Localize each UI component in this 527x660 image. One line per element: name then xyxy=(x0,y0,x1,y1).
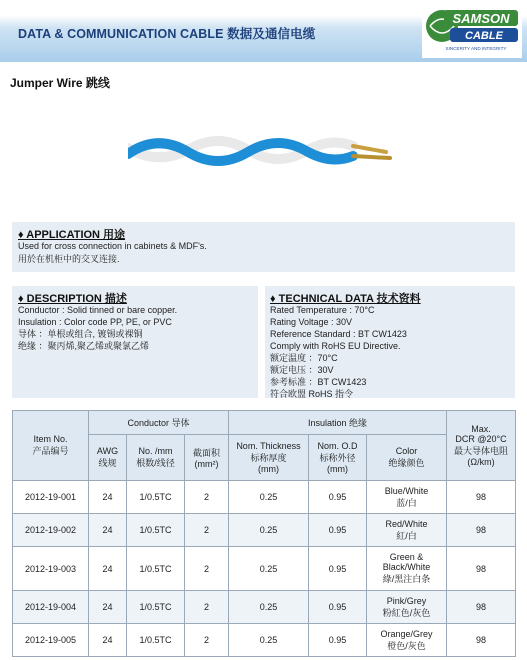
technical-line-4: Comply with RoHS EU Directive. xyxy=(270,341,401,351)
description-line-4: 绝缘 ：聚丙烯,聚乙烯或聚氯乙烯 xyxy=(18,341,150,351)
cell-thickness: 0.25 xyxy=(229,591,309,624)
spec-table xyxy=(12,410,516,657)
col-no-mm xyxy=(127,435,185,481)
col-group-conductor: Conductor 导体 xyxy=(89,411,229,435)
technical-line-1: Rated Temperature : 70°C xyxy=(270,305,375,315)
description-line-3: 导体 ：单根或组合, 镀锡或裸铜 xyxy=(18,329,143,339)
technical-line-5: 额定温度 ：70°C xyxy=(270,353,338,363)
cell-od: 0.95 xyxy=(309,591,367,624)
table-row xyxy=(13,591,516,624)
cell-area: 2 xyxy=(185,514,229,547)
table-row xyxy=(13,481,516,514)
technical-line-7: 参考标准 ：BT CW1423 xyxy=(270,377,367,387)
col-dcr-line-2: DCR @20°C xyxy=(455,434,507,444)
technical-line-3: Reference Standard : BT CW1423 xyxy=(270,329,407,339)
technical-title: ♦ TECHNICAL DATA 技术资料 xyxy=(270,293,421,305)
cell-dcr: 98 xyxy=(447,624,516,657)
application-title: ♦ APPLICATION 用途 xyxy=(18,229,126,241)
cell-area: 2 xyxy=(185,591,229,624)
technical-line-6: 额定电压 ：30V xyxy=(270,365,334,375)
cell-thickness: 0.25 xyxy=(229,481,309,514)
cell-color xyxy=(367,591,447,624)
col-group-insulation: Insulation 绝缘 xyxy=(229,411,447,435)
cell-no-mm: 1/0.5TC xyxy=(127,547,185,591)
description-line-1: Conductor : Solid tinned or bare copper. xyxy=(18,305,178,315)
col-nom-od-cn: 标称外径 xyxy=(319,453,356,463)
cell-color-cn: 粉紅色/灰色 xyxy=(382,607,431,618)
cell-color-en: Green & Black/White xyxy=(382,552,431,572)
cell-color-cn: 蓝/白 xyxy=(396,497,417,508)
cell-color xyxy=(367,514,447,547)
cell-awg: 24 xyxy=(89,591,127,624)
col-item-no xyxy=(13,411,89,481)
cell-area: 2 xyxy=(185,481,229,514)
cell-color-en: Red/White xyxy=(385,518,428,529)
header-band xyxy=(0,0,527,62)
col-nom-od xyxy=(309,435,367,481)
cell-thickness: 0.25 xyxy=(229,547,309,591)
cell-dcr: 98 xyxy=(447,481,516,514)
col-awg xyxy=(89,435,127,481)
col-nom-thickness-label: Nom. Thickness xyxy=(236,441,301,451)
cell-color-en: Blue/White xyxy=(384,485,429,496)
col-area-unit: (mm²) xyxy=(194,459,219,469)
cell-color-cn: 紅/白 xyxy=(396,530,417,541)
application-line-1: Used for cross connection in cabinets & MDF's. xyxy=(18,241,207,251)
logo-text-top: SAMSON xyxy=(452,11,510,26)
cell-awg: 24 xyxy=(89,514,127,547)
application-line-2: 用於在机柜中的交叉连接. xyxy=(18,254,120,264)
cell-awg: 24 xyxy=(89,547,127,591)
header-title: DATA & COMMUNICATION CABLE 数据及通信电缆 xyxy=(18,27,316,41)
col-no-mm-cn: 根数/线径 xyxy=(136,458,175,468)
cell-od: 0.95 xyxy=(309,481,367,514)
cell-thickness: 0.25 xyxy=(229,514,309,547)
table-row xyxy=(13,624,516,657)
col-area xyxy=(185,435,229,481)
cell-item: 2012-19-002 xyxy=(13,514,89,547)
cell-area: 2 xyxy=(185,624,229,657)
cell-item: 2012-19-005 xyxy=(13,624,89,657)
cell-thickness: 0.25 xyxy=(229,624,309,657)
table-row xyxy=(13,547,516,591)
cell-od: 0.95 xyxy=(309,514,367,547)
cell-color xyxy=(367,624,447,657)
description-line-2: Insulation : Color code PP, PE, or PVC xyxy=(18,317,172,327)
col-nom-thickness-unit: (mm) xyxy=(258,464,279,474)
cell-no-mm: 1/0.5TC xyxy=(127,481,185,514)
cell-no-mm: 1/0.5TC xyxy=(127,591,185,624)
cell-item: 2012-19-004 xyxy=(13,591,89,624)
col-color xyxy=(367,435,447,481)
product-title: Jumper Wire 跳线 xyxy=(10,76,110,90)
cell-awg: 24 xyxy=(89,481,127,514)
cell-area: 2 xyxy=(185,547,229,591)
col-nom-thickness-cn: 标称厚度 xyxy=(250,453,287,463)
cell-od: 0.95 xyxy=(309,624,367,657)
col-awg-label: AWG xyxy=(96,446,119,456)
cell-item: 2012-19-001 xyxy=(13,481,89,514)
col-nom-od-unit: (mm) xyxy=(327,464,348,474)
col-nom-thickness xyxy=(229,435,309,481)
col-dcr-line-3: 最大导体电阻 xyxy=(453,446,508,456)
col-area-label: 截面积 xyxy=(192,448,220,458)
cell-no-mm: 1/0.5TC xyxy=(127,624,185,657)
col-item-no-label: Item No. xyxy=(33,434,68,444)
cell-color-en: Orange/Grey xyxy=(380,628,433,639)
cell-no-mm: 1/0.5TC xyxy=(127,514,185,547)
description-title: ♦ DESCRIPTION 描述 xyxy=(18,293,127,305)
cell-od: 0.95 xyxy=(309,547,367,591)
technical-line-2: Rating Voltage : 30V xyxy=(270,317,353,327)
col-awg-cn: 线规 xyxy=(98,458,117,468)
col-color-label: Color xyxy=(395,446,418,456)
cell-dcr: 98 xyxy=(447,514,516,547)
cell-dcr: 98 xyxy=(447,591,516,624)
cell-awg: 24 xyxy=(89,624,127,657)
col-color-cn: 绝缘颜色 xyxy=(388,458,425,468)
col-nom-od-label: Nom. O.D xyxy=(317,441,358,451)
col-dcr-line-4: (Ω/km) xyxy=(467,457,495,467)
table-row xyxy=(13,514,516,547)
logo-tagline: SINCERITY AND INTEGRITY xyxy=(445,46,507,51)
col-dcr-line-1: Max. xyxy=(471,424,491,434)
cell-color xyxy=(367,481,447,514)
cell-color-en: Pink/Grey xyxy=(386,595,427,606)
samson-cable-logo xyxy=(422,2,522,58)
cell-color-cn: 橙色/灰色 xyxy=(387,640,426,651)
cell-color xyxy=(367,547,447,591)
cell-color-cn: 綠/黑注白条 xyxy=(382,574,431,584)
col-item-no-cn: 产品编号 xyxy=(32,446,69,456)
cell-dcr: 98 xyxy=(447,547,516,591)
col-dcr xyxy=(447,411,516,481)
technical-line-8: 符合欧盟 RoHS 指令 xyxy=(270,389,354,399)
col-no-mm-label: No. /mm xyxy=(138,446,173,456)
cell-item: 2012-19-003 xyxy=(13,547,89,591)
logo-text-bottom: CABLE xyxy=(465,30,503,42)
jumper-wire-image xyxy=(128,130,393,181)
